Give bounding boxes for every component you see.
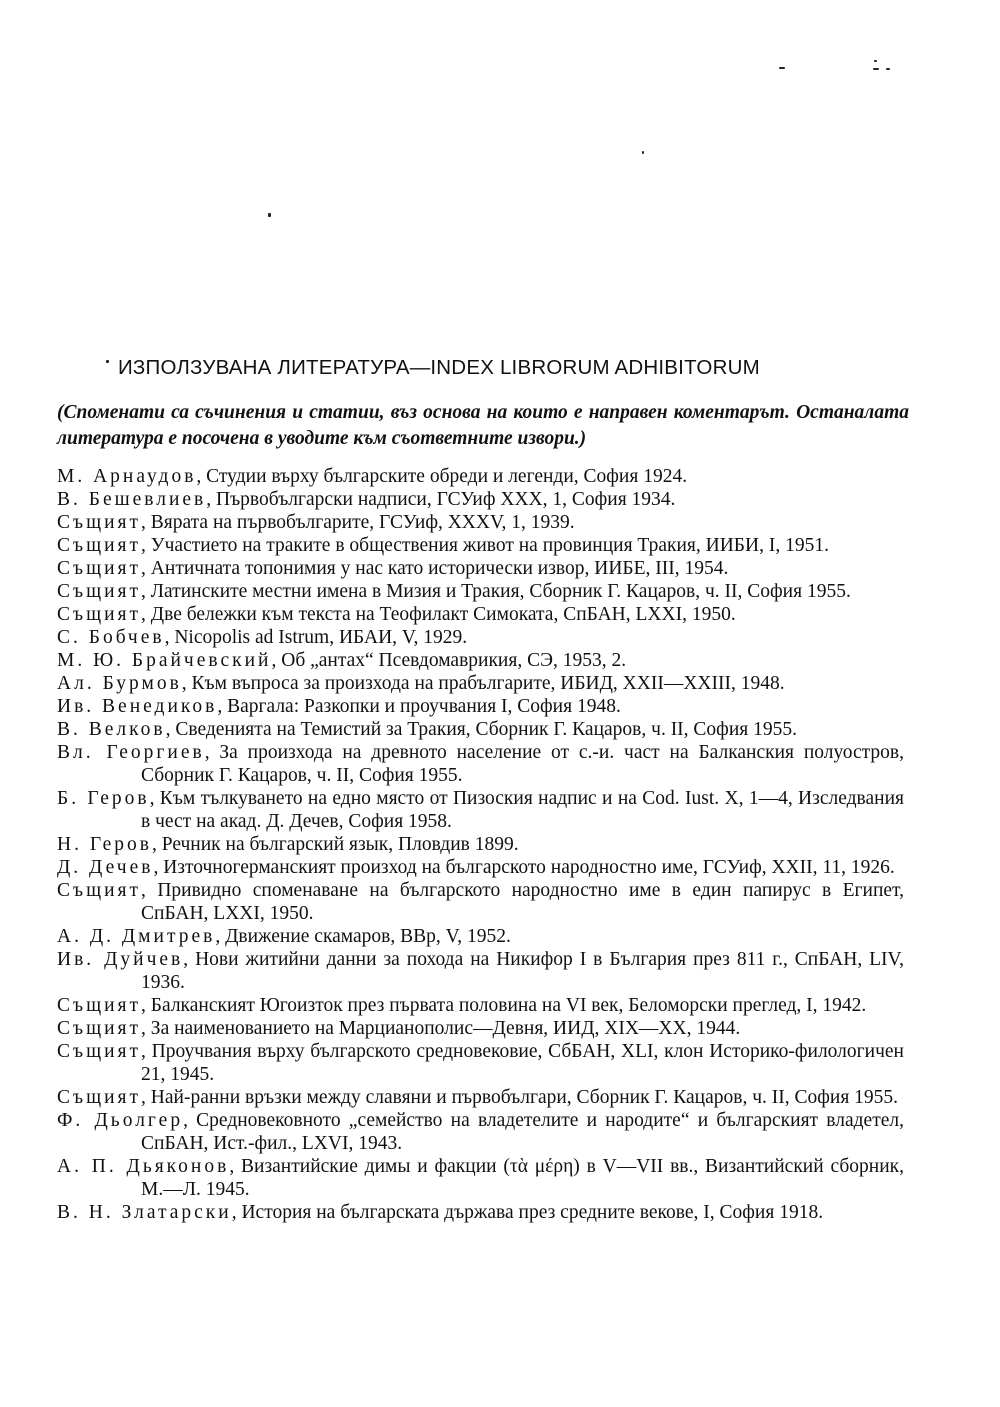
entry-text: , Средновековното „семейство на владетелите и народите“ и българският владетел, СпБАН, Ист.-фил., LXVI, 1943.: [141, 1110, 904, 1154]
entry-text: , Проучвания върху българското средновековие, СбБАН, XLI, клон Историко-филологичен 21, 1945.: [141, 1041, 904, 1085]
entry-text: , Към въпроса за произхода на прабългарите, ИБИД, XXII—XXIII, 1948.: [181, 673, 785, 694]
entry-text: , Варгала: Разкопки и проучвания I, София 1948.: [217, 696, 621, 717]
entry-text: , Участието на траките в обществения живот на провинция Тракия, ИИБИ, I, 1951.: [141, 535, 829, 556]
bibliography-entry: [57, 856, 904, 879]
scan-speck: [642, 151, 644, 154]
bibliography-entry: [57, 1109, 904, 1155]
bibliography-entry: [57, 1155, 904, 1201]
scan-speck: [106, 360, 109, 363]
entry-author: А. П. Дьяконов: [57, 1156, 230, 1177]
entry-author: Същият: [57, 880, 142, 901]
entry-text: , Балканският Югоизток през първата половина на VI век, Беломорски преглед, I, 1942.: [141, 995, 867, 1016]
bibliography-entry: [57, 488, 904, 511]
entry-text: , Византийские димы и факции (τὰ μέρη) в V—VII вв., Византийский сборник, М.—Л. 1945.: [141, 1156, 904, 1200]
entry-text: , Сведенията на Темистий за Тракия, Сборник Г. Кацаров, ч. II, София 1955.: [165, 719, 797, 740]
entry-text: , Първобългарски надписи, ГСУиф XXX, 1, София 1934.: [206, 489, 676, 510]
entry-author: Вл. Георгиев: [57, 742, 205, 763]
entry-author: Същият: [57, 604, 142, 625]
entry-text: , Две бележки към текста на Теофилакт Симоката, СпБАН, LXXI, 1950.: [141, 604, 736, 625]
entry-author: Същият: [57, 558, 142, 579]
scan-speck: [779, 67, 785, 69]
entry-author: Същият: [57, 995, 142, 1016]
entry-author: Б. Геров: [57, 788, 150, 809]
entry-author: А. Д. Дмитрев: [57, 926, 216, 947]
entry-author: Ф. Дьолгер: [57, 1110, 184, 1131]
entry-text: , Речник на българский язык, Пловдив 1899.: [151, 834, 519, 855]
entry-text: , Източногерманският произход на българското народностно име, ГСУиф, XXII, 11, 1926.: [153, 857, 895, 878]
bibliography-entry: [57, 557, 904, 580]
bibliography-entry: [57, 626, 904, 649]
entry-author: В. Бешевлиев: [57, 489, 207, 510]
entry-text: , Латинските местни имена в Мизия и Тракия, Сборник Г. Кацаров, ч. II, София 1955.: [141, 581, 851, 602]
bibliography-entry: [57, 511, 904, 534]
entry-text: , Към тълкуването на едно място от Пизоския надпис и на Cod. Iust. X, 1—4, Изследвания в чест на акад. Д. Дечев, София 1958.: [141, 788, 904, 832]
entry-text: , История на българската държава през средните векове, I, София 1918.: [231, 1202, 824, 1223]
entry-text: , Античната топонимия у нас като исторически извор, ИИБЕ, III, 1954.: [141, 558, 729, 579]
bibliography-entry: [57, 1086, 904, 1109]
bibliography-entry: [57, 695, 904, 718]
entry-text: , Движение скамаров, ВВр, V, 1952.: [215, 926, 511, 947]
entry-author: Д. Дечев: [57, 857, 154, 878]
entry-author: Ал. Бурмов: [57, 673, 182, 694]
entry-author: Ив. Дуйчев: [57, 949, 184, 970]
entry-text: , За произхода на древното население от с.-и. част на Балканския полуостров, Сборник Г. Кацаров, ч. II, София 1955.: [141, 742, 904, 786]
entry-author: Същият: [57, 535, 142, 556]
bibliography-entry: [57, 1017, 904, 1040]
entry-author: Същият: [57, 512, 142, 533]
entry-author: Н. Геров: [57, 834, 152, 855]
entry-author: В. Велков: [57, 719, 166, 740]
scan-speck: [873, 68, 879, 70]
bibliography-entry: [57, 787, 904, 833]
entry-text: , Най-ранни връзки между славяни и първобългари, Сборник Г. Кацаров, ч. II, София 1955.: [141, 1087, 899, 1108]
entry-text: , Привидно споменаване на българското народностно име в един папирус в Египет, СпБАН, LXXI, 1950.: [141, 880, 904, 924]
bibliography-entry: [57, 534, 904, 557]
entry-text: , За наименованието на Марцианополис—Девня, ИИД, XIX—XX, 1944.: [141, 1018, 741, 1039]
entry-author: Ив. Венедиков: [57, 696, 218, 717]
entry-author: Същият: [57, 581, 142, 602]
entry-author: Същият: [57, 1018, 142, 1039]
entry-text: , Вярата на първобългарите, ГСУиф, XXXV, 1, 1939.: [141, 512, 575, 533]
bibliography-entry: [57, 672, 904, 695]
entry-author: М. Арнаудов: [57, 466, 197, 487]
page-title: ИЗПОЛЗУВАНА ЛИТЕРАТУРА—INDEX LIBRORUM ADHIBITORUM: [118, 356, 760, 379]
entry-text: , Nicopolis ad Istrum, ИБАИ, V, 1929.: [164, 627, 468, 648]
bibliography-entry: [57, 580, 904, 603]
entry-text: , Нови житийни данни за похода на Никифор I в България през 811 г., СпБАН, LIV, 1936.: [141, 949, 904, 993]
bibliography-entry: [57, 948, 904, 994]
entry-text: , Об „антах“ Псевдомаврикия, СЭ, 1953, 2.: [271, 650, 627, 671]
entry-author: М. Ю. Брайчевский: [57, 650, 272, 671]
bibliography-entry: [57, 649, 904, 672]
bibliography-entry: [57, 925, 904, 948]
entry-author: В. Н. Златарски: [57, 1202, 232, 1223]
entry-author: С. Бобчев: [57, 627, 165, 648]
bibliography-list: [57, 465, 904, 1224]
bibliography-entry: [57, 1040, 904, 1086]
bibliography-entry: [57, 603, 904, 626]
bibliography-entry: [57, 994, 904, 1017]
bibliography-entry: [57, 1201, 904, 1224]
entry-text: , Студии върху българските обреди и легенди, София 1924.: [196, 466, 688, 487]
scan-speck: [874, 60, 877, 62]
entry-author: Същият: [57, 1087, 142, 1108]
bibliography-entry: [57, 718, 904, 741]
bibliography-entry: [57, 879, 904, 925]
introductory-note: (Споменати са съчинения и статии, въз основа на които е направен коментарът. Останалата литература е посочена в уводите към съответните извори.): [57, 402, 909, 449]
entry-author: Същият: [57, 1041, 142, 1062]
bibliography-entry: [57, 741, 904, 787]
bibliography-entry: [57, 465, 904, 488]
scan-speck: [268, 213, 271, 217]
scan-speck: [886, 68, 890, 70]
bibliography-entry: [57, 833, 904, 856]
